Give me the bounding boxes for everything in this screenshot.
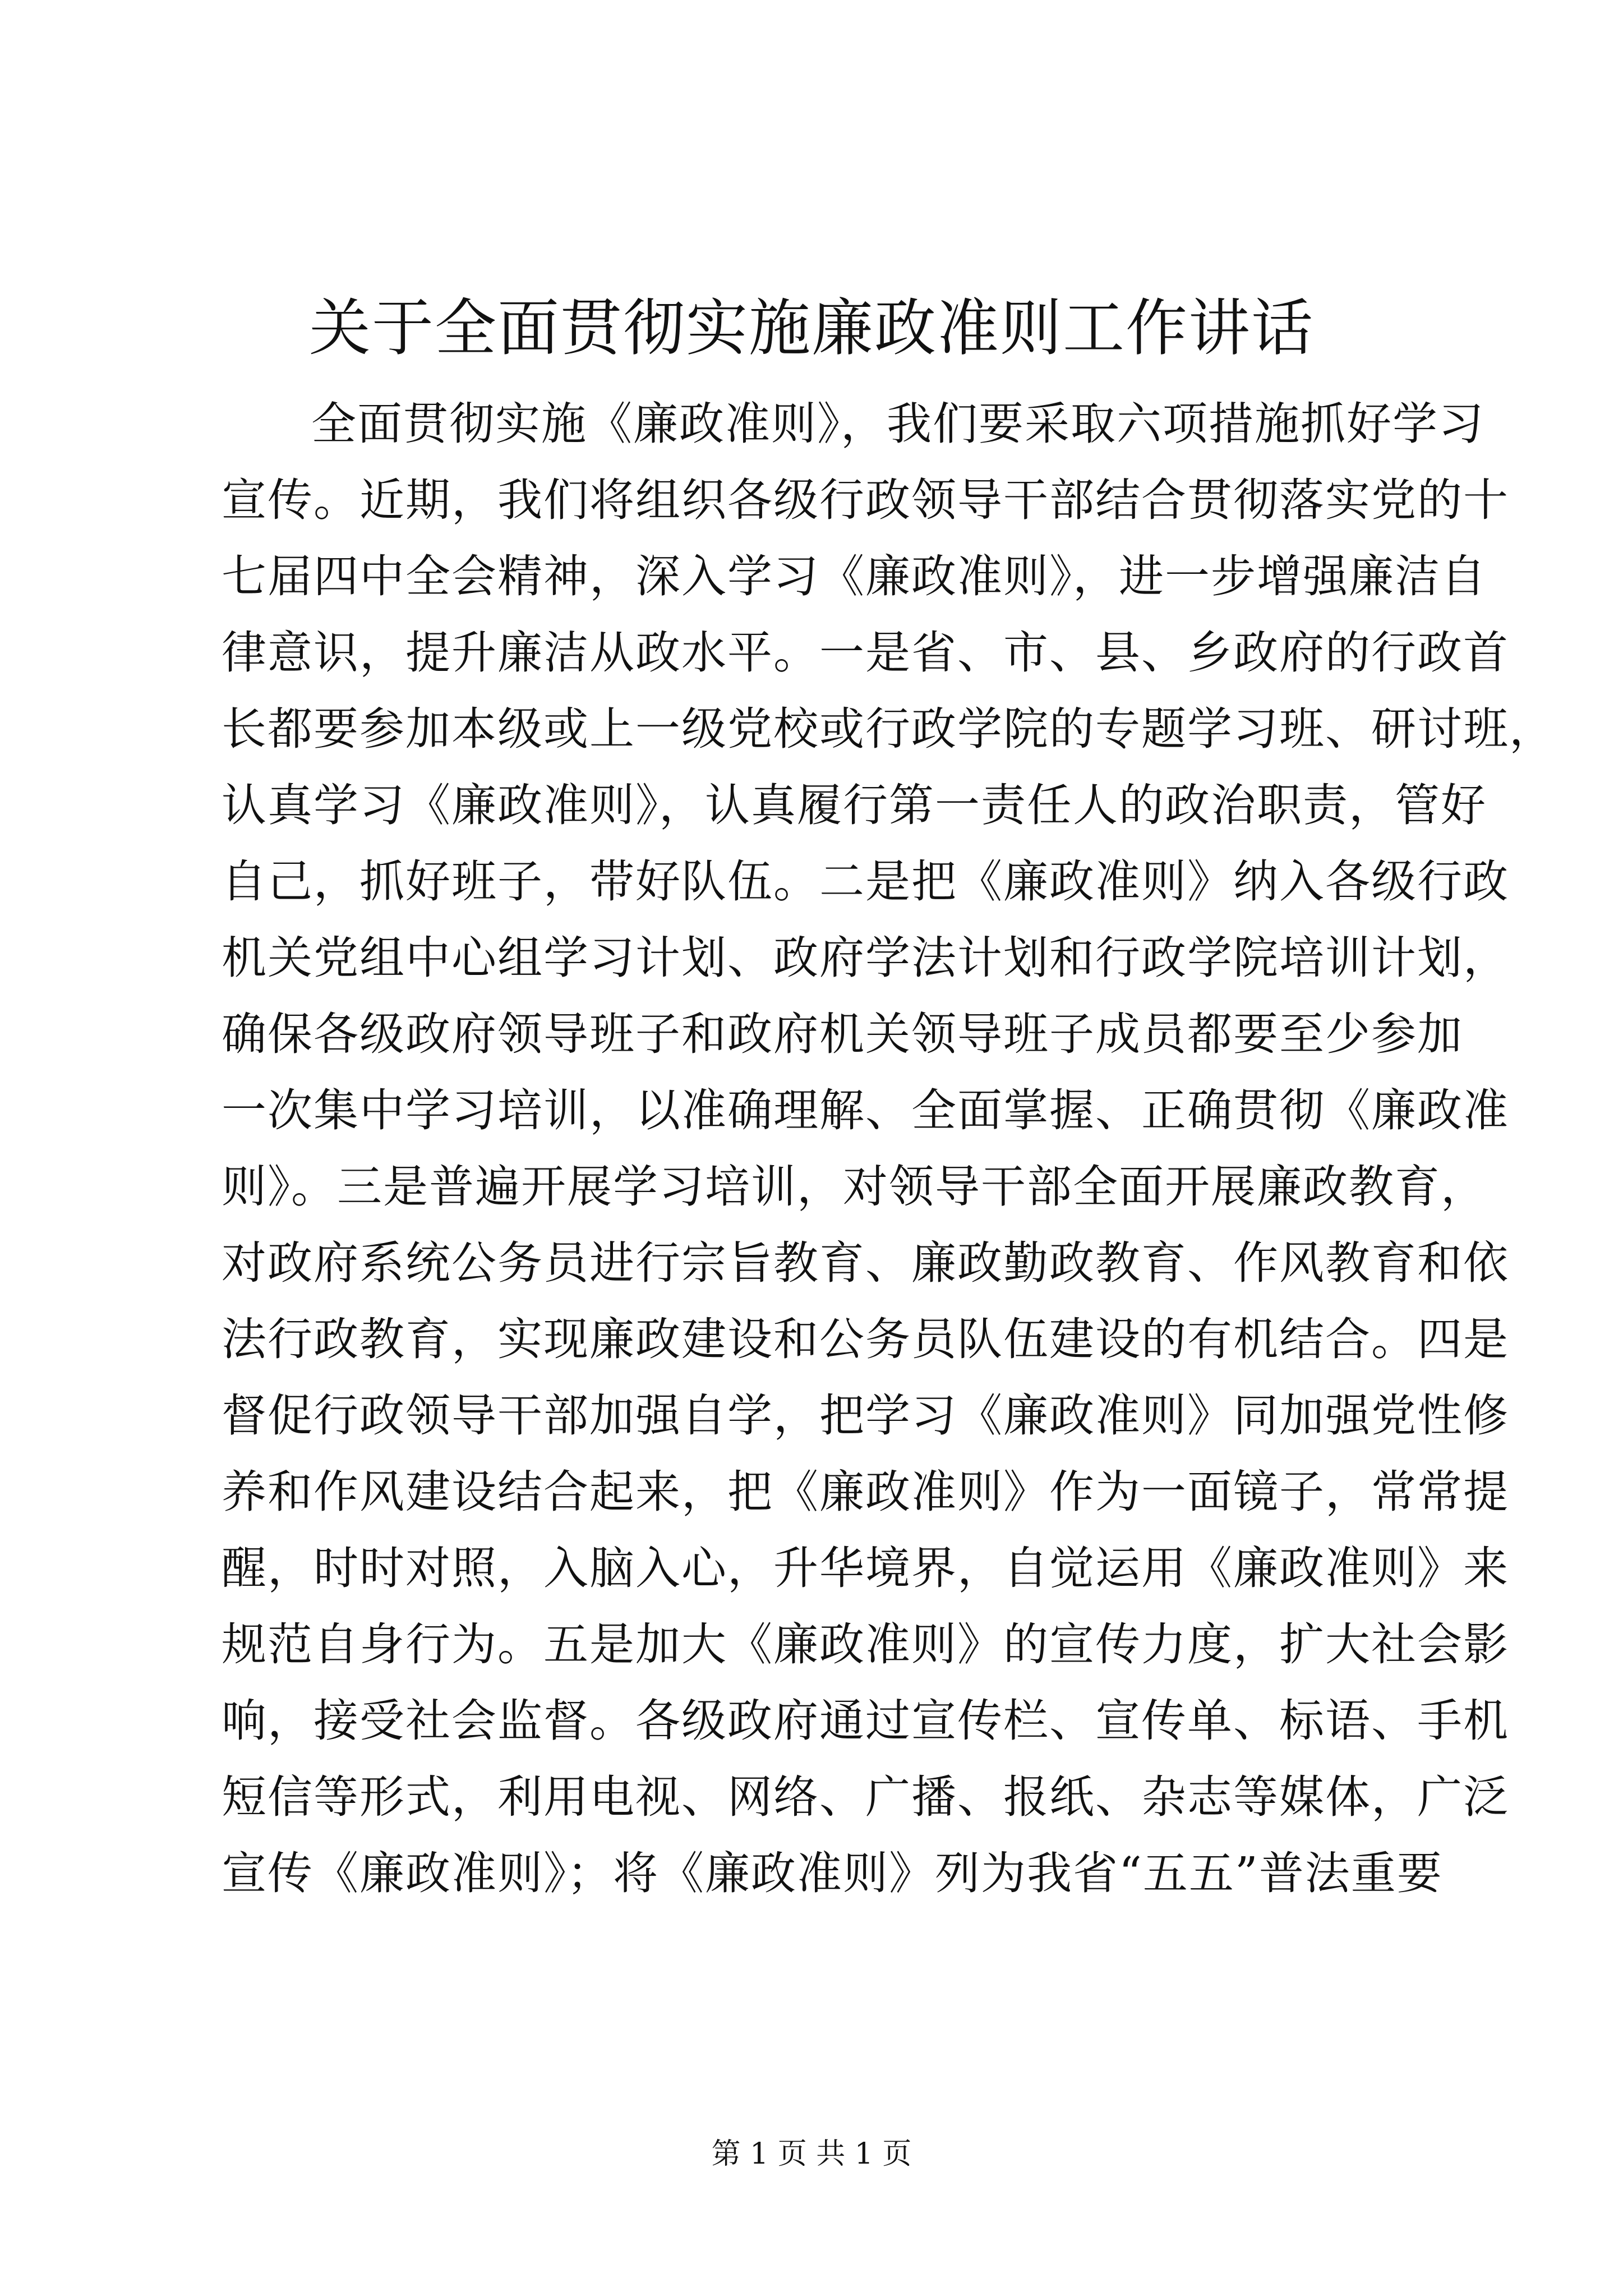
body-line: 养和作风建设结合起来，把《廉政准则》作为一面镜子，常常提 [222, 1466, 1509, 1518]
body-line: 宣传《廉政准则》；将《廉政准则》列为我省“五五”普法重要 [222, 1847, 1443, 1899]
body-line: 督促行政领导干部加强自学，把学习《廉政准则》同加强党性修 [222, 1389, 1509, 1442]
body-line: 确保各级政府领导班子和政府机关领导班子成员都要至少参加 [222, 1008, 1463, 1060]
body-line: 短信等形式，利用电视、网络、广播、报纸、杂志等媒体，广泛 [222, 1771, 1509, 1823]
body-line: 对政府系统公务员进行宗旨教育、廉政勤政教育、作风教育和依 [222, 1237, 1509, 1289]
body-line: 规范自身行为。五是加大《廉政准则》的宣传力度，扩大社会影 [222, 1618, 1509, 1671]
document-body [222, 386, 1555, 1912]
body-line: 醒，时时对照，入脑入心，升华境界，自觉运用《廉政准则》来 [222, 1542, 1509, 1594]
body-line: 认真学习《廉政准则》，认真履行第一责任人的政治职责，管好 [222, 779, 1487, 831]
body-line: 长都要参加本级或上一级党校或行政学院的专题学习班、研讨班， [222, 703, 1555, 755]
body-line: 七届四中全会精神，深入学习《廉政准则》，进一步增强廉洁自 [222, 550, 1487, 602]
body-line: 则》。三是普遍开展学习培训，对领导干部全面开展廉政教育， [222, 1161, 1487, 1213]
body-line: 法行政教育，实现廉政建设和公务员队伍建设的有机结合。四是 [222, 1313, 1509, 1365]
body-line: 律意识，提升廉洁从政水平。一是省、市、县、乡政府的行政首 [222, 627, 1509, 679]
document-title: 关于全面贯彻实施廉政准则工作讲话 [309, 292, 1314, 364]
page-number-footer: 第 1 页 共 1 页 [711, 2137, 912, 2171]
body-line: 全面贯彻实施《廉政准则》，我们要采取六项措施抓好学习 [311, 398, 1484, 450]
body-line: 一次集中学习培训，以准确理解、全面掌握、正确贯彻《廉政准 [222, 1084, 1509, 1137]
body-line: 宣传。近期，我们将组织各级行政领导干部结合贯彻落实党的十 [222, 474, 1509, 526]
body-line: 自己，抓好班子，带好队伍。二是把《廉政准则》纳入各级行政 [222, 855, 1509, 908]
body-line: 响，接受社会监督。各级政府通过宣传栏、宣传单、标语、手机 [222, 1695, 1509, 1747]
body-line: 机关党组中心组学习计划、政府学法计划和行政学院培训计划， [222, 932, 1509, 984]
